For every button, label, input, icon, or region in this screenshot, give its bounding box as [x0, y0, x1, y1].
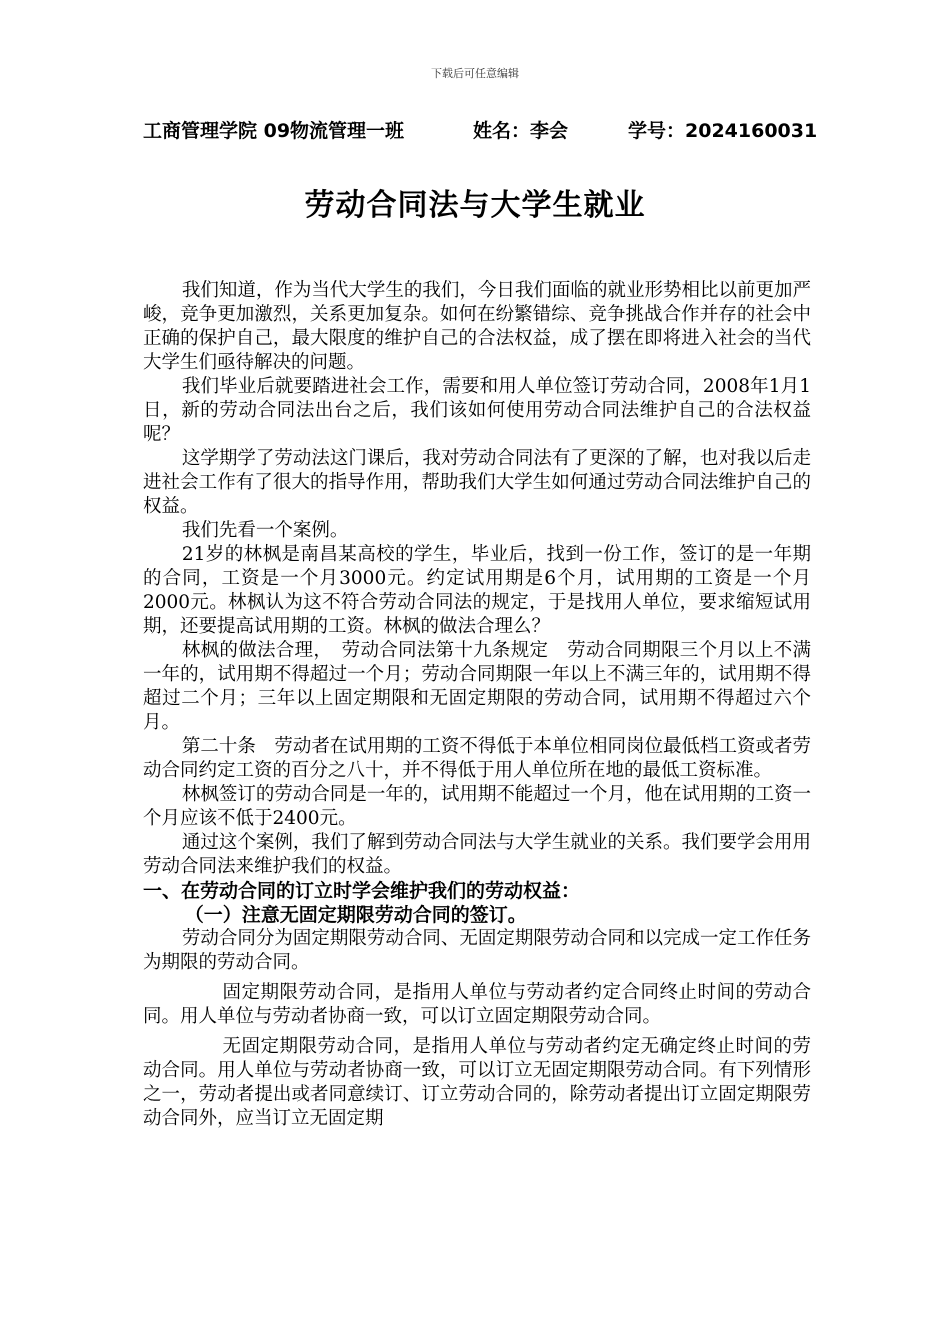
subsection-heading: （一）注意无固定期限劳动合同的签订。 [184, 904, 527, 926]
college-class: 工商管理学院 09物流管理一班 [143, 120, 405, 142]
paragraph: 固定期限劳动合同，是指用人单位与劳动者约定合同终止时间的劳动合同。用人单位与劳动者协商一致，可以订立固定期限劳动合同。 [143, 982, 811, 1027]
paragraph: 劳动合同分为固定期限劳动合同、无固定期限劳动合同和以完成一定工作任务为期限的劳动合同。 [143, 928, 811, 973]
author-header [143, 116, 823, 143]
student-name: 姓名：李会 [473, 120, 569, 142]
paragraph: 我们先看一个案例。 [181, 520, 349, 541]
paragraph: 这学期学了劳动法这门课后，我对劳动合同法有了更深的了解，也对我以后走进社会工作有了很大的指导作用，帮助我们大学生如何通过劳动合同法维护自己的权益。 [143, 448, 811, 517]
paragraph: 21岁的林枫是南昌某高校的学生，毕业后，找到一份工作，签订的是一年期的合同，工资是一个月3000元。约定试用期是6个月，试用期的工资是一个月2000元。林枫认为这不符合劳动合同法的规定，于是找用人单位，要求缩短试用期，还要提高试用期的工资。林枫的做法合理么？ [143, 544, 811, 637]
paragraph: 第二十条 劳动者在试用期的工资不得低于本单位相同岗位最低档工资或者劳动合同约定工资的百分之八十，并不得低于用人单位所在地的最低工资标准。 [143, 736, 811, 781]
paragraph: 林枫签订的劳动合同是一年的，试用期不能超过一个月，他在试用期的工资一个月应该不低于2400元。 [143, 784, 811, 829]
paragraph: 我们毕业后就要踏进社会工作，需要和用人单位签订劳动合同，2008年1月1日，新的劳动合同法出台之后，我们该如何使用劳动合同法维护自己的合法权益呢？ [143, 376, 811, 445]
paragraph: 林枫的做法合理， 劳动合同法第十九条规定 劳动合同期限三个月以上不满一年的，试用期不得超过一个月；劳动合同期限一年以上不满三年的，试用期不得超过二个月；三年以上固定期限和无固定期限的劳动合同，试用期不得超过六个月。 [143, 640, 811, 733]
page-title: 劳动合同法与大学生就业 [304, 188, 646, 223]
download-note: 下载后可任意编辑 [431, 67, 519, 80]
student-id: 学号：2024160031 [628, 120, 818, 142]
paragraph: 无固定期限劳动合同，是指用人单位与劳动者约定无确定终止时间的劳动合同。用人单位与劳动者协商一致，可以订立无固定期限劳动合同。有下列情形之一，劳动者提出或者同意续订、订立劳动合同的，除劳动者提出订立固定期限劳动合同外，应当订立无固定期 [143, 1036, 811, 1129]
paragraph: 通过这个案例，我们了解到劳动合同法与大学生就业的关系。我们要学会用用劳动合同法来维护我们的权益。 [143, 832, 811, 877]
section-heading: 一、在劳动合同的订立时学会维护我们的劳动权益： [143, 880, 581, 902]
paragraph: 我们知道，作为当代大学生的我们，今日我们面临的就业形势相比以前更加严峻，竞争更加激烈，关系更加复杂。如何在纷繁错综、竞争挑战合作并存的社会中正确的保护自己，最大限度的维护自己的合法权益，成了摆在即将进入社会的当代大学生们亟待解决的问题。 [143, 280, 811, 373]
document-body [143, 279, 811, 1131]
